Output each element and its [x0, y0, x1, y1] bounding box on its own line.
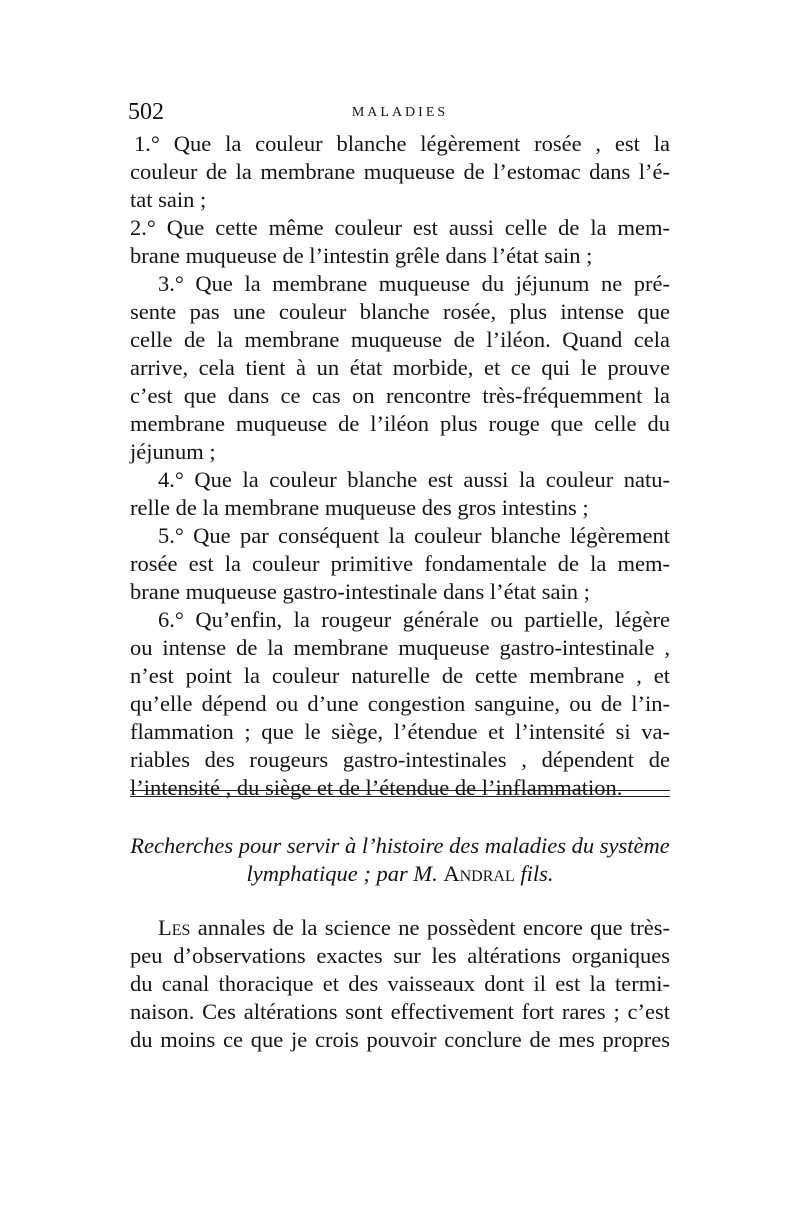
article-title-line-1: Recherches pour servir à l’histoire des maladies du système: [130, 833, 670, 858]
item-2-line-2: brane muqueuse de l’intestin grêle dans l’état sain ;: [130, 243, 593, 268]
item-5-line-3: brane muqueuse gastro-intestinale dans l’état sain ;: [130, 579, 590, 604]
item-1-line-2: couleur de la membrane muqueuse de l’estomac dans l’é-: [130, 159, 670, 184]
item-3-line-5: c’est que dans ce cas on rencontre très-fréquemment la: [130, 383, 670, 408]
item-3-line-2: sente pas une couleur blanche rosée, plus intense que: [130, 299, 670, 324]
running-head: MALADIES: [351, 105, 449, 120]
item-6-line-7: l’intensité , du siège et de l’étendue de l’inflammation.: [130, 775, 623, 800]
article-line-5: du moins ce que je crois pouvoir conclure de mes propres: [130, 1027, 670, 1052]
item-6-line-3: n’est point la couleur naturelle de cette membrane , et: [130, 663, 670, 688]
item-2-line-1: 2.° Que cette même couleur est aussi celle de la mem-: [130, 215, 670, 240]
item-3-line-6: membrane muqueuse de l’iléon plus rouge que celle du: [130, 411, 670, 436]
article-author-suffix: fils.: [514, 861, 554, 886]
page-number: 502: [128, 99, 164, 125]
article-line-2: peu d’observations exactes sur les altérations organiques: [130, 943, 670, 968]
page-header: [128, 98, 672, 128]
article-line-3: du canal thoracique et des vaisseaux dont il est la termi-: [130, 971, 670, 996]
item-1-line-1: 1.° Que la couleur blanche légèrement rosée , est la: [134, 131, 670, 156]
item-6-line-5: flammation ; que le siège, l’étendue et l’intensité si va-: [130, 719, 670, 744]
item-3-line-3: celle de la membrane muqueuse de l’iléon. Quand cela: [130, 327, 670, 352]
article-line-1-text: annales de la science ne possèdent encore que très-: [190, 915, 670, 940]
article-title-line-2: [130, 860, 670, 888]
item-3-line-4: arrive, cela tient à un état morbide, et ce qui le prouve: [130, 355, 670, 380]
section-rule-bottom: [130, 796, 670, 797]
article-line-4: naison. Ces altérations sont effectivement fort rares ; c’est: [130, 999, 670, 1024]
item-5-line-1: 5.° Que par conséquent la couleur blanche légèrement: [158, 523, 670, 548]
item-3-line-7: jéjunum ;: [130, 439, 216, 464]
article-title-text: lymphatique ; par M.: [246, 861, 444, 886]
item-6-line-2: ou intense de la membrane muqueuse gastro-intestinale ,: [130, 635, 670, 660]
item-6-line-4: qu’elle dépend ou d’une congestion sanguine, ou de l’in-: [130, 691, 670, 716]
item-1-line-3: tat sain ;: [130, 187, 207, 212]
article-author: Andral: [443, 861, 515, 886]
item-6-line-1: 6.° Qu’enfin, la rougeur générale ou partielle, légère: [158, 607, 670, 632]
item-3-line-1: 3.° Que la membrane muqueuse du jéjunum ne pré-: [158, 271, 670, 296]
item-5-line-2: rosée est la couleur primitive fondamentale de la mem-: [130, 551, 670, 576]
article-dropcap-word: Les: [158, 915, 191, 940]
item-4-line-1: 4.° Que la couleur blanche est aussi la couleur natu-: [158, 467, 670, 492]
item-6-line-6: riables des rougeurs gastro-intestinales , dépendent de: [130, 747, 670, 772]
section-rule-top: [130, 790, 670, 791]
item-4-line-2: relle de la membrane muqueuse des gros intestins ;: [130, 495, 589, 520]
article-line-1: [130, 914, 670, 942]
